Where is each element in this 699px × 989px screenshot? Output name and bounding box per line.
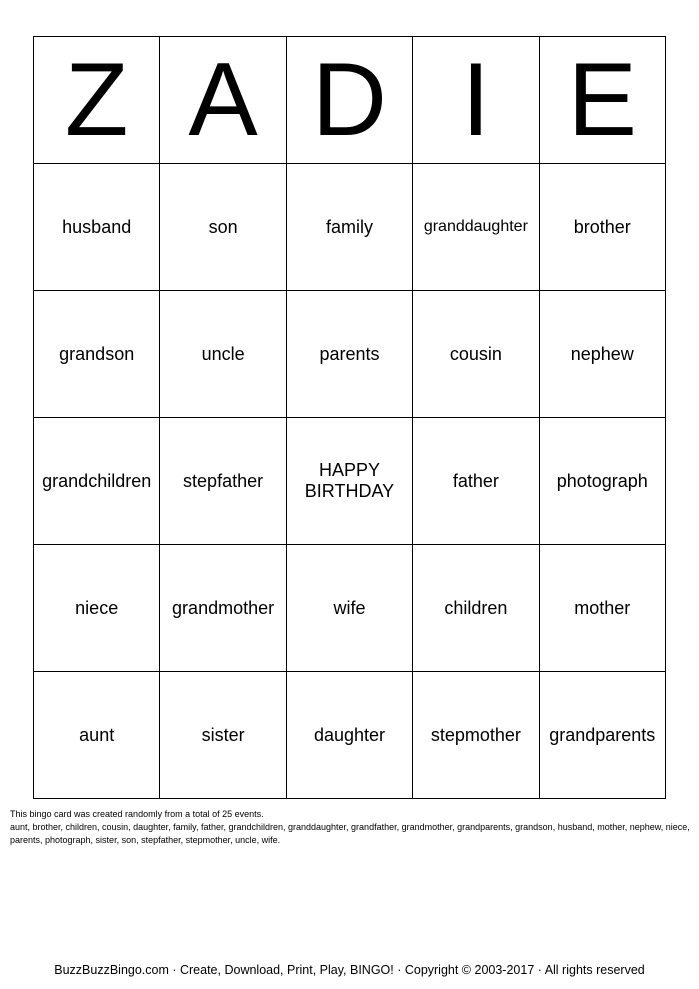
card-note (10, 808, 690, 847)
card-cell: niece (34, 545, 160, 672)
card-cell: wife (286, 545, 412, 672)
header-letter: D (286, 37, 412, 164)
card-cell: mother (539, 545, 665, 672)
card-cell: son (160, 164, 286, 291)
card-cell: photograph (539, 418, 665, 545)
header-letter: A (160, 37, 286, 164)
card-cell: sister (160, 672, 286, 799)
card-row (34, 164, 666, 291)
card-cell: grandson (34, 291, 160, 418)
card-cell: children (413, 545, 539, 672)
card-cell: uncle (160, 291, 286, 418)
card-cell: cousin (413, 291, 539, 418)
card-cell: father (413, 418, 539, 545)
card-cell: grandparents (539, 672, 665, 799)
card-row (34, 545, 666, 672)
card-cell: aunt (34, 672, 160, 799)
header-row (34, 37, 666, 164)
note-word-list: aunt, brother, children, cousin, daughter, family, father, grandchildren, granddaughter, grandfather, grandmother, grandparents, grandson, husband, mother, nephew, niece, parents, photograph, sister, son, stepfather, stepmother, uncle, wife. (10, 822, 690, 845)
card-cell: granddaughter (413, 164, 539, 291)
note-summary: This bingo card was created randomly from a total of 25 events. (10, 809, 264, 819)
free-space-cell: HAPPY BIRTHDAY (286, 418, 412, 545)
card-row (34, 291, 666, 418)
card-cell: grandchildren (34, 418, 160, 545)
card-cell: family (286, 164, 412, 291)
header-letter: Z (34, 37, 160, 164)
card-cell: husband (34, 164, 160, 291)
bingo-card (33, 36, 666, 799)
header-letter: I (413, 37, 539, 164)
card-row (34, 672, 666, 799)
card-row (34, 418, 666, 545)
card-cell: stepmother (413, 672, 539, 799)
card-cell: brother (539, 164, 665, 291)
footer-copyright: BuzzBuzzBingo.com · Create, Download, Print, Play, BINGO! · Copyright © 2003-2017 · All rights reserved (54, 963, 645, 977)
card-cell: parents (286, 291, 412, 418)
card-cell: grandmother (160, 545, 286, 672)
header-letter: E (539, 37, 665, 164)
card-cell: nephew (539, 291, 665, 418)
card-cell: stepfather (160, 418, 286, 545)
card-cell: daughter (286, 672, 412, 799)
